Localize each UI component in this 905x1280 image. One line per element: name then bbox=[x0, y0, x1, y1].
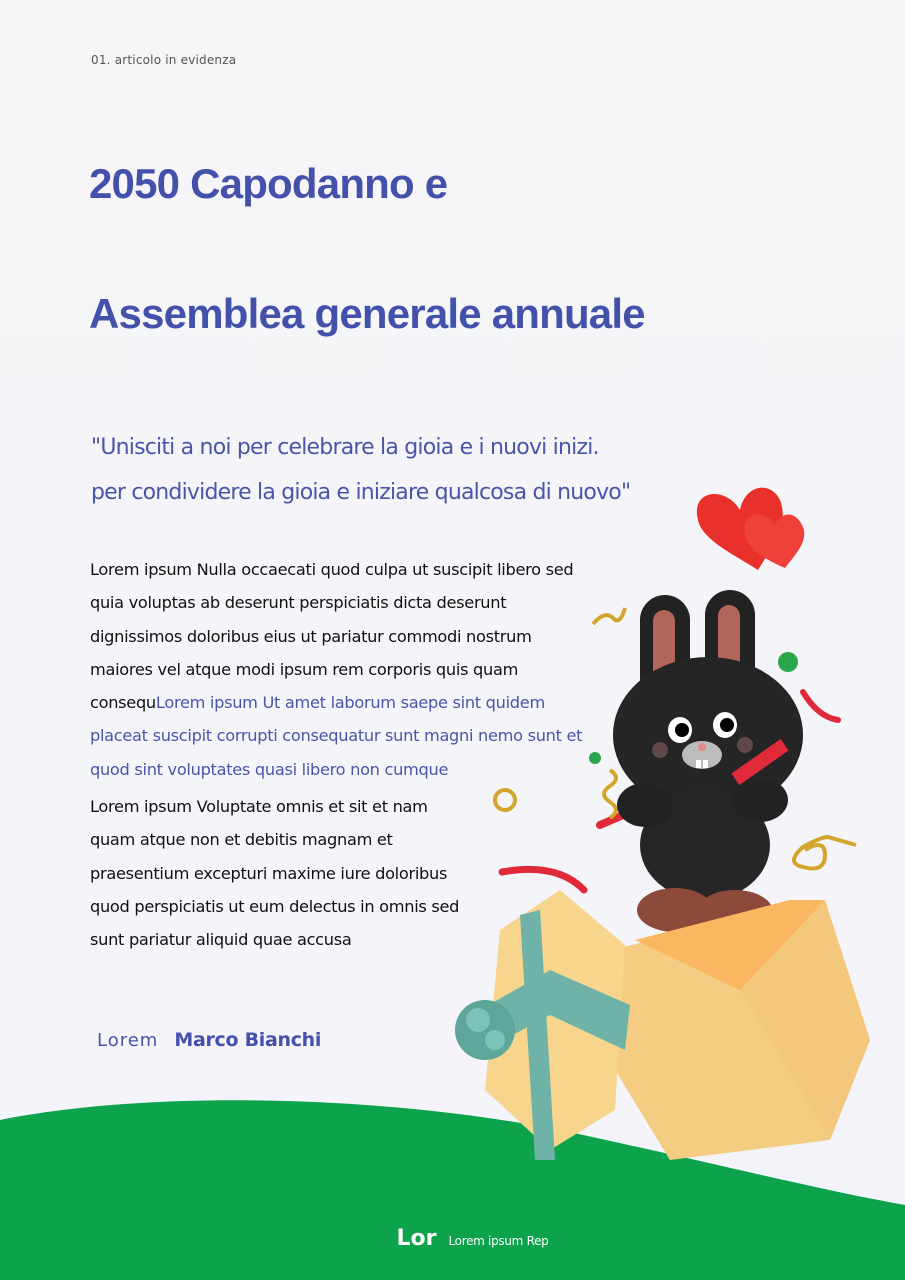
footer-brand: Lor bbox=[396, 1226, 437, 1251]
pull-quote-line-2: per condividere la gioia e iniziare qualcosa di nuovo" bbox=[91, 480, 631, 505]
byline bbox=[97, 1029, 321, 1051]
headline-line-1: 2050 Capodanno e bbox=[89, 160, 448, 207]
pull-quote-line-1: "Unisciti a noi per celebrare la gioia e i nuovi inizi. bbox=[91, 435, 599, 460]
footer bbox=[0, 1226, 905, 1251]
hearts-icon bbox=[697, 488, 804, 570]
bunny-gift-illustration bbox=[440, 470, 905, 1170]
headline-line-2: Assemblea generale annuale bbox=[89, 290, 645, 337]
footer-tagline: Lorem ipsum Rep bbox=[448, 1234, 549, 1248]
section-kicker: 01. articolo in evidenza bbox=[91, 53, 237, 67]
bunny-figure bbox=[613, 590, 803, 934]
body-paragraph-2: Lorem ipsum Voluptate omnis et sit et nam quam atque non et debitis magnam et praesentium excepturi maxime iure doloribus quod perspiciatis ut eum delectus in omnis sed sunt pariatur aliquid quae accusa bbox=[90, 797, 460, 950]
author-name: Marco Bianchi bbox=[174, 1029, 322, 1051]
body-paragraph-1-highlight: Lorem ipsum Ut amet laborum saepe sint quidem placeat suscipit corrupti consequatur sunt magni nemo sunt et quod sint voluptates quasi libero non cumque bbox=[90, 693, 583, 779]
byline-label: Lorem bbox=[97, 1030, 159, 1051]
body-paragraph-1-plain: Lorem ipsum Nulla occaecati quod culpa ut suscipit libero sed quia voluptas ab deserunt perspiciatis dicta deserunt dignissimos doloribus eius ut pariatur commodi nostrum maiores vel atque modi ipsum rem corporis quis quam consequ bbox=[90, 560, 574, 713]
